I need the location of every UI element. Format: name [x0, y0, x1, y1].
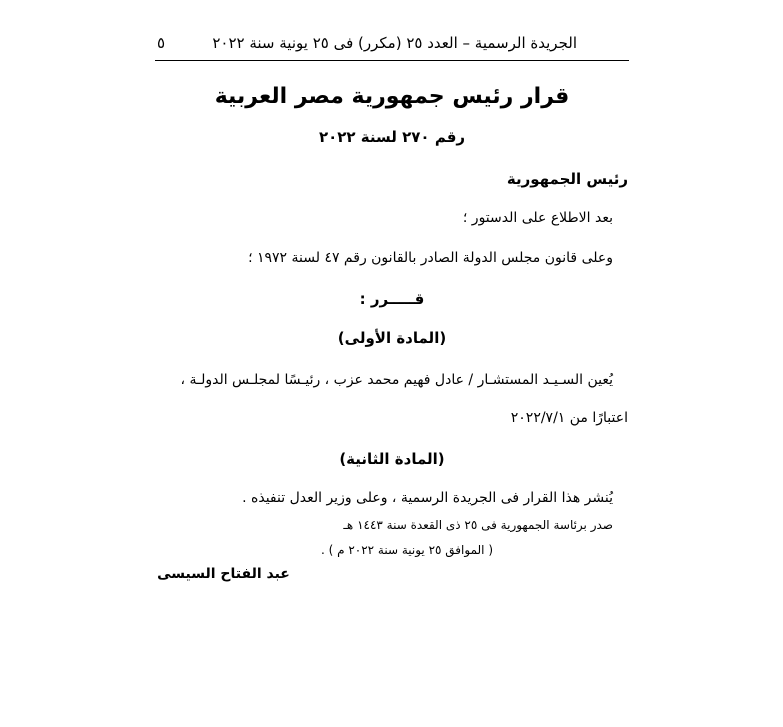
- article-one-heading: (المادة الأولى): [337, 329, 447, 347]
- header-title: الجريدة الرسمية – العدد ٢٥ (مكرر) فى ٢٥ يونية سنة ٢٠٢٢: [212, 34, 577, 52]
- decided-heading: قـــــرر :: [359, 290, 425, 308]
- corresponding-date: ( الموافق ٢٥ يونية سنة ٢٠٢٢ م ) .: [320, 543, 493, 557]
- article-two-line-1: يُنشر هذا القرار فى الجريدة الرسمية ، وعلى وزير العدل تنفيذه .: [242, 490, 613, 506]
- page-header: [155, 30, 629, 61]
- page-number: ٥: [157, 34, 166, 52]
- preamble-law: وعلى قانون مجلس الدولة الصادر بالقانون رقم ٤٧ لسنة ١٩٧٢ ؛: [248, 250, 613, 266]
- article-two-heading: (المادة الثانية): [339, 450, 445, 468]
- decree-issuer: رئيس الجمهورية: [506, 170, 628, 188]
- article-one-line-2: اعتبارًا من ٢٠٢٢/٧/١: [510, 410, 628, 426]
- issued-at: صدر برئاسة الجمهورية فى ٢٥ ذى القعدة سنة ١٤٤٣ هـ: [343, 518, 613, 532]
- preamble-constitution: بعد الاطلاع على الدستور ؛: [462, 210, 613, 226]
- president-signature: عبد الفتاح السيسى: [157, 566, 290, 582]
- decree-title: قرار رئيس جمهورية مصر العربية: [214, 84, 570, 109]
- decree-number: رقم ٢٧٠ لسنة ٢٠٢٢: [318, 128, 466, 146]
- article-one-line-1: يُعين السـيـد المستشـار / عادل فهيم محمد عزب ، رئيـسًا لمجلـس الدولـة ،: [180, 372, 613, 388]
